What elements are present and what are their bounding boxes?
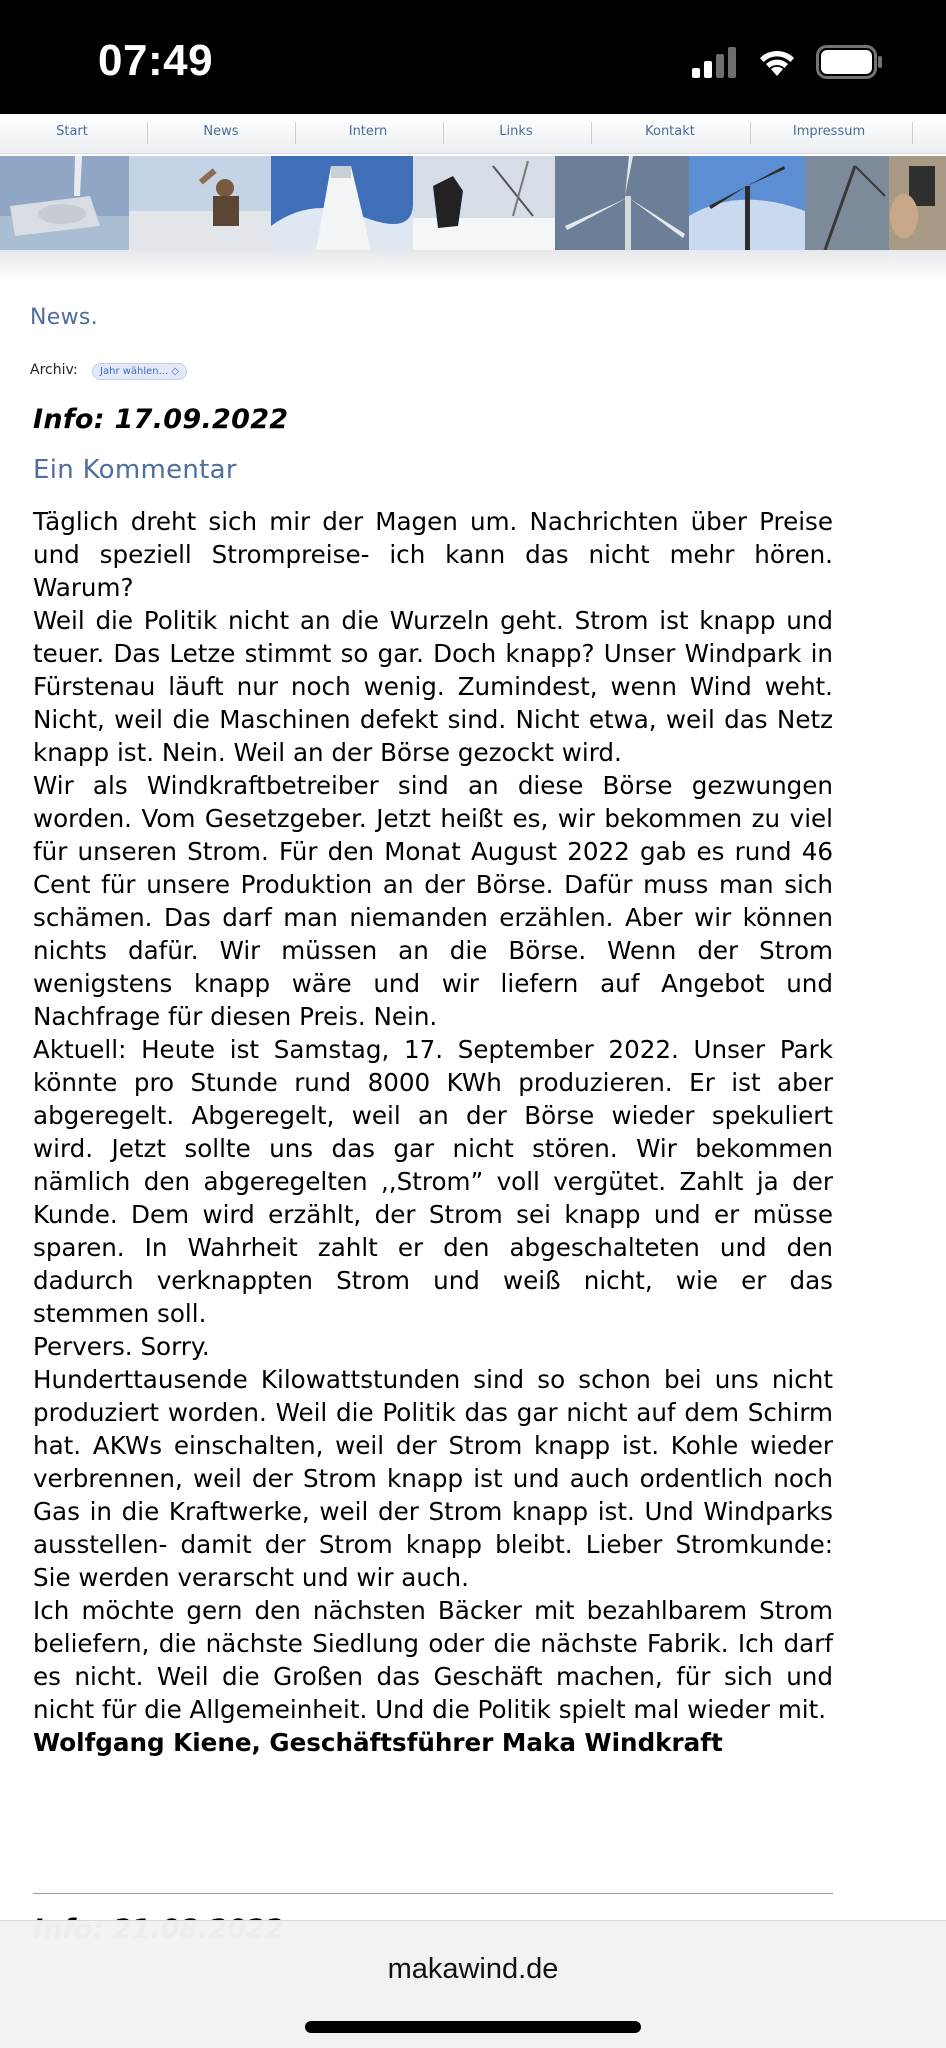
post-signature: Wolfgang Kiene, Geschäftsführer Maka Windkraft [33, 1728, 723, 1757]
nav-intern[interactable]: Intern [348, 124, 388, 139]
site-nav [0, 114, 946, 154]
url-display[interactable]: makawind.de [387, 1953, 559, 1985]
nav-separator [591, 122, 592, 144]
status-time: 07:49 [98, 36, 214, 85]
banner-photo-turbine-nacelle [0, 156, 129, 250]
archive-label: Archiv: [30, 362, 78, 378]
nav-separator [147, 122, 148, 144]
nav-separator [443, 122, 444, 144]
banner-photo-worker [129, 156, 271, 250]
nav-separator [295, 122, 296, 144]
cellular-signal-icon [690, 46, 738, 78]
nav-separator [750, 122, 751, 144]
nav-news[interactable]: News [203, 124, 239, 139]
wifi-icon [756, 44, 798, 78]
home-indicator[interactable] [305, 2021, 641, 2033]
post-paragraph: Ich möchte gern den nächsten Bäcker mit bezahlbarem Strom beliefern, die nächste Siedlung oder die nächste Fabrik. Ich darf es nicht. Weil die Großen das Geschäft machen, für sich und nicht für die Allgemeinheit. Und die Politik spielt mal wieder mit. [33, 1596, 833, 1724]
post-paragraph: Hunderttausende Kilowattstunden sind so schon bei uns nicht produziert worden. Weil die Politik das gar nicht auf dem Schirm hat. AKWs einschalten, weil der Strom knapp ist. Kohle wieder verbrennen, weil der Strom knapp ist und auch ordentlich noch Gas in die Kraftwerke, weil der Strom knapp ist. Und Windparks ausstellen- damit der Strom knapp bleibt. Lieber Stromkunde: Sie werden verarscht und wir auch. [33, 1365, 833, 1592]
archive-year-select[interactable]: Jahr wählen... ◇ [92, 363, 187, 380]
header-photo-banner [0, 156, 946, 250]
banner-photo-crane [805, 156, 889, 250]
nav-impressum[interactable]: Impressum [792, 124, 866, 139]
banner-photo-single-turbine [689, 156, 805, 250]
banner-photo-dog-snow [413, 156, 555, 250]
browser-address-bar[interactable] [0, 1920, 946, 2048]
nav-kontakt[interactable]: Kontakt [645, 124, 695, 139]
nav-separator [912, 122, 913, 144]
nav-links[interactable]: Links [499, 124, 533, 139]
battery-icon [816, 44, 884, 80]
nav-start[interactable]: Start [56, 124, 88, 139]
post-body [33, 505, 833, 1759]
page-title: News. [30, 305, 98, 330]
status-bar [0, 0, 946, 114]
banner-photo-tower [271, 156, 413, 250]
main-content [0, 270, 946, 1920]
banner-photo-tools [889, 156, 946, 250]
post-paragraph: Täglich dreht sich mir der Magen um. Nachrichten über Preise und speziell Strompreise- ich kann das nicht mehr hören. Warum? [33, 507, 833, 602]
banner-photo-turbine-rotor [555, 156, 689, 250]
post-subtitle: Ein Kommentar [33, 455, 237, 485]
post-paragraph: Aktuell: Heute ist Samstag, 17. September 2022. Unser Park könnte pro Stunde rund 8000 KWh produzieren. Er ist aber abgeregelt. Abgeregelt, weil an der Börse wieder spekuliert wird. Jetzt sollte uns das gar nicht stören. Wir bekommen nämlich den abgeregelten ,,Strom” voll vergütet. Zahlt ja der Kunde. Dem wird erzählt, der Strom sei knapp und er müsse sparen. In Wahrheit zahlt er den abgeschalteten und den dadurch verknappten Strom und weiß nicht, wie er das stemmen soll. [33, 1035, 833, 1328]
post-heading: Info: 17.09.2022 [33, 404, 289, 435]
post-divider [33, 1893, 833, 1894]
post-paragraph: Pervers. Sorry. [33, 1332, 210, 1361]
post-paragraph: Wir als Windkraftbetreiber sind an diese Börse gezwungen worden. Vom Gesetzgeber. Jetzt heißt es, wir bekommen zu viel für unseren Strom. Für den Monat August 2022 gab es rund 46 Cent für unsere Produktion an der Börse. Dafür muss man sich schämen. Das darf man niemanden erzählen. Aber wir können nichts dafür. Wir müssen an die Börse. Wenn der Strom wenigstens knapp wäre und wir liefern auf Angebot und Nachfrage für diesen Preis. Nein. [33, 771, 833, 1031]
post-paragraph: Weil die Politik nicht an die Wurzeln geht. Strom ist knapp und teuer. Das Letze stimmt so gar. Doch knapp? Unser Windpark in Fürstenau läuft nur noch wenig. Zumindest, wenn Wind weht. Nicht, weil die Maschinen defekt sind. Nicht etwa, weil das Netz knapp ist. Nein. Weil an der Börse gezockt wird. [33, 606, 833, 767]
